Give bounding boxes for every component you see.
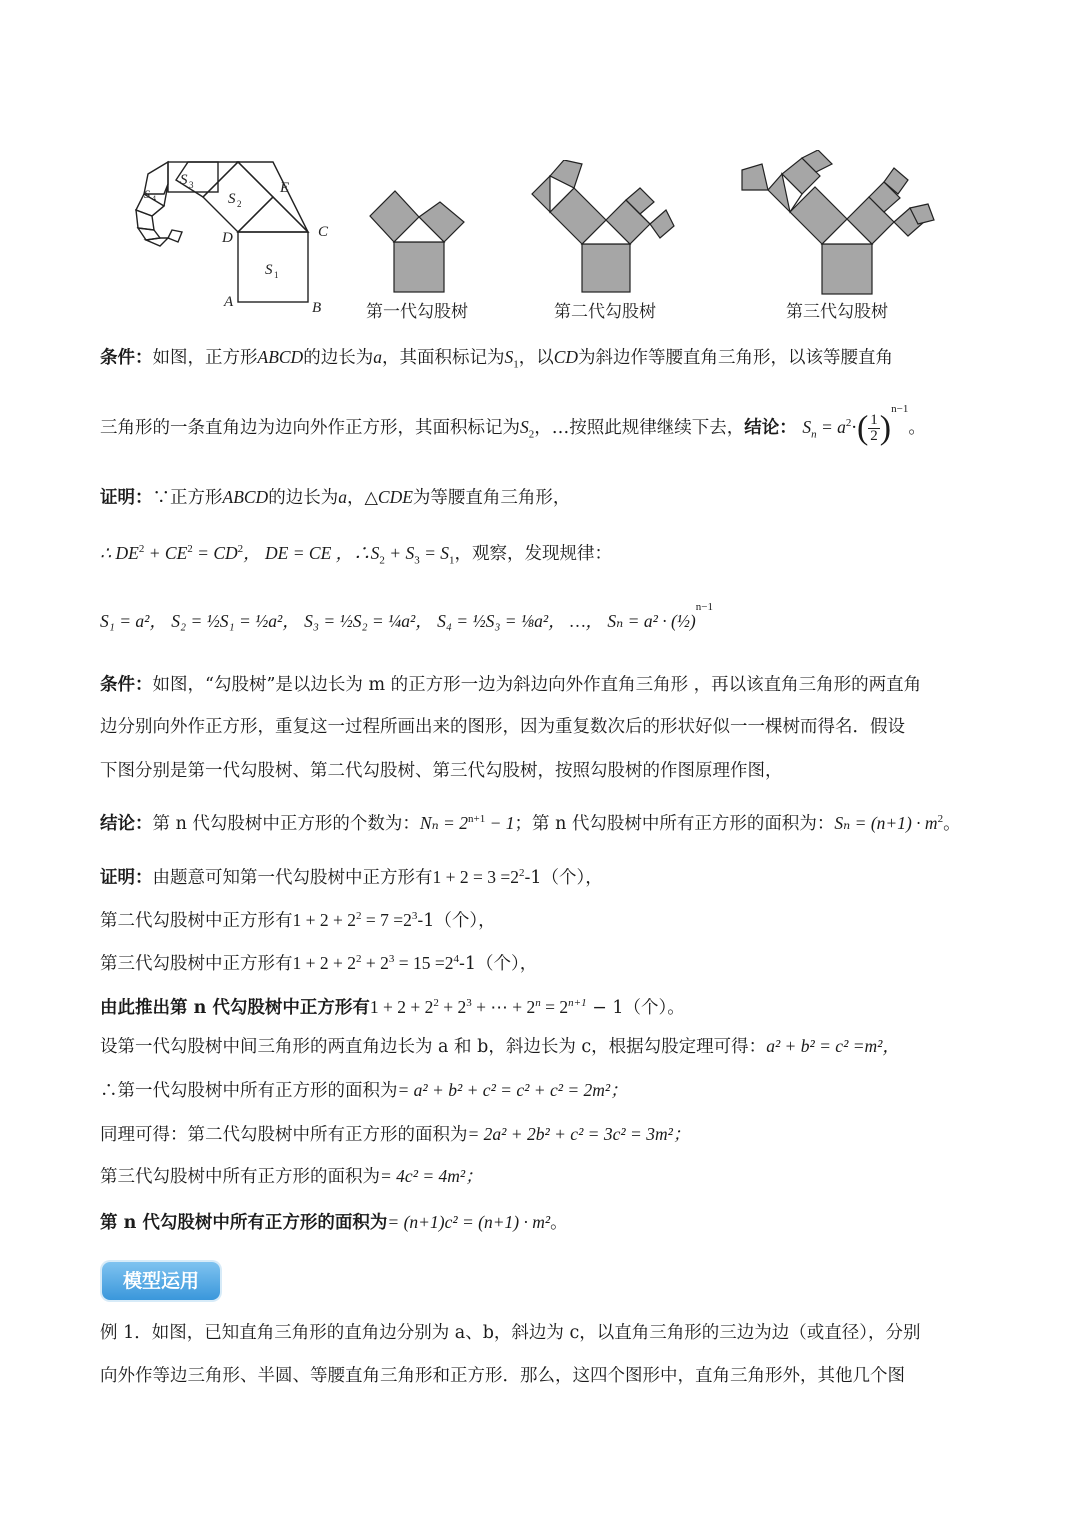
- text: 的边长为: [303, 348, 374, 368]
- math: Nₙ = 2: [419, 812, 468, 833]
- math: ∴ DE: [100, 542, 139, 563]
- text: ，: [346, 488, 365, 508]
- math: = 15 =2: [394, 952, 454, 973]
- sup: 2: [138, 543, 145, 555]
- math-s2: S: [520, 416, 529, 437]
- p2-conclusion: [100, 806, 990, 837]
- math: ， DE = CE ，∴: [243, 542, 371, 563]
- text: -1（个），: [524, 867, 603, 888]
- proof2-line3: [100, 946, 990, 977]
- text: 如图，正方形: [152, 348, 258, 368]
- math: − 1: [485, 812, 515, 833]
- text: ∵正方形: [152, 488, 223, 508]
- sub: 1: [513, 358, 519, 371]
- sup: 2: [356, 910, 362, 922]
- caption-gen2: 第二代勾股树: [554, 302, 656, 322]
- text: 第 n 代勾股树中正方形的个数为：: [152, 813, 420, 834]
- formula-sn: [802, 403, 909, 447]
- sup: 4: [453, 953, 459, 965]
- sub: 1: [449, 554, 455, 567]
- text: 下图分别是第一代勾股树、第二代勾股树、第三代勾股树，按照勾股树的作图原理作图，: [100, 761, 783, 781]
- sup: n−1: [891, 403, 909, 415]
- text: 设第一代勾股树中间三角形的两直角边长为 a 和 b，斜边长为 c，根据勾股定理可得：: [100, 1037, 767, 1057]
- proof2-line9: [100, 1209, 990, 1236]
- example-line1: [100, 1320, 990, 1346]
- fraction: [868, 413, 880, 444]
- spiral-squares-figure: [128, 150, 348, 320]
- text: ，以: [518, 348, 554, 368]
- math: = 2: [540, 996, 569, 1017]
- text: 第三代勾股树中正方形有: [100, 953, 293, 974]
- sup: 2: [237, 543, 244, 555]
- proof1-line2: [100, 536, 990, 573]
- text: 的边长为: [268, 488, 339, 508]
- text: 第 n 代勾股树中所有正方形的面积为: [100, 1213, 388, 1233]
- sup: n+1: [568, 997, 587, 1009]
- math: + 2: [438, 996, 467, 1017]
- label-a: A: [224, 294, 234, 310]
- p1-line2: [100, 403, 990, 447]
- conclusion-label: 结论：: [100, 813, 153, 834]
- text: ；第 n 代勾股树中所有正方形的面积为：: [514, 813, 835, 834]
- text: 为等腰直角三角形，: [412, 488, 571, 508]
- label-b: B: [312, 300, 322, 316]
- example-line2: [100, 1363, 990, 1389]
- paren: ): [879, 409, 892, 447]
- sup: 3: [466, 997, 472, 1009]
- caption-gen1: 第一代勾股树: [366, 302, 468, 322]
- math-s1: S: [504, 347, 514, 367]
- label-s4: S: [144, 187, 150, 201]
- proof2-line4: [100, 990, 990, 1021]
- figure-row: [120, 150, 960, 330]
- math-cd: CD: [553, 347, 579, 367]
- math: + S: [384, 542, 415, 563]
- text: 。: [550, 1213, 568, 1233]
- pythagoras-tree-gen3: [738, 150, 938, 300]
- text: 由题意可知第一代勾股树中正方形有: [152, 867, 433, 888]
- math: = a² + b² + c² = c² + c² = 2m²；: [397, 1080, 628, 1100]
- label-s3-sub: 3: [189, 180, 194, 190]
- sup: 2: [518, 867, 525, 879]
- math: = S: [419, 542, 450, 563]
- label-s4-sub: 4: [152, 194, 156, 203]
- text: ，其面积标记为: [381, 348, 505, 368]
- condition-label: 条件：: [100, 675, 153, 695]
- math: = 7 =2: [361, 909, 412, 930]
- proof2-line1: [100, 860, 990, 891]
- math: △CDE: [364, 487, 413, 507]
- sup: 2: [433, 997, 439, 1009]
- sup: 2: [356, 953, 362, 965]
- proof1-line3: [100, 601, 990, 635]
- text: -1（个），: [417, 910, 496, 931]
- math: ABCD: [222, 487, 269, 507]
- proof2-line5: [100, 1033, 990, 1060]
- math-a: a: [373, 347, 382, 367]
- text: ，…按照此规律继续下去，: [534, 417, 745, 438]
- label-s2: S: [228, 191, 236, 207]
- label-s3: S: [180, 172, 188, 188]
- text: − 1（个）。: [586, 997, 685, 1018]
- model-application-badge: 模型运用: [102, 1262, 220, 1300]
- math: a: [338, 487, 347, 507]
- math: + ⋯ + 2: [471, 996, 536, 1017]
- num: 1: [870, 411, 878, 428]
- math: = 4c² = 4m²；: [380, 1166, 483, 1186]
- label-s1-sub: 1: [274, 270, 279, 280]
- sup: 2: [187, 543, 193, 555]
- math: S: [370, 542, 380, 563]
- math: 1 + 2 + 2: [292, 952, 356, 973]
- caption-gen3: 第三代勾股树: [786, 302, 888, 322]
- conclusion-label: 结论：: [744, 417, 797, 438]
- proof2-line6: [100, 1077, 990, 1104]
- sup: n+1: [467, 813, 486, 825]
- text: 如图，“勾股树”是以边长为 m 的正方形一边为斜边向外作直角三角形 ，再以该直角三角形的两直角: [152, 675, 922, 695]
- text: 例 1．如图，已知直角三角形的直角边分别为 a、b，斜边为 c，以直角三角形的三边为边（或直径），分别: [100, 1323, 921, 1343]
- sup: n: [535, 997, 541, 1009]
- math: Sₙ = (n+1) · m: [834, 812, 938, 833]
- text: 同理可得：第二代勾股树中所有正方形的面积为: [100, 1125, 468, 1145]
- label-c: C: [318, 224, 329, 240]
- p1-line1: [100, 344, 990, 378]
- proof2-line8: [100, 1163, 990, 1190]
- proof2-line7: [100, 1121, 990, 1148]
- text: ，观察，发现规律：: [454, 543, 613, 564]
- math: + CE: [144, 542, 188, 563]
- text: 第三代勾股树中所有正方形的面积为: [100, 1167, 380, 1187]
- sequence-formula: S₁ = a²， S₂ = ½S₁ = ½a²， S₃ = ½S₂ = ¼a²， S₄ = ½S₃ = ⅛a²， …， Sₙ = a² · (½): [100, 610, 696, 631]
- text: 为斜边作等腰直角三角形，以该等腰直角: [578, 348, 894, 368]
- text: 边分别向外作正方形，重复这一过程所画出来的图形，因为重复数次后的形状好似一一棵树而得名．假设: [100, 717, 905, 737]
- text: 向外作等边三角形、半圆、等腰直角三角形和正方形．那么，这四个图形中，直角三角形外，其他几个图: [100, 1366, 905, 1386]
- math: a² + b² = c² =m²，: [766, 1036, 900, 1056]
- proof-label: 证明：: [100, 488, 153, 508]
- text: -1（个），: [459, 953, 538, 974]
- p2-line1: [100, 672, 990, 698]
- sub: n: [811, 428, 817, 441]
- proof1-line1: [100, 484, 990, 511]
- sup: 3: [388, 953, 395, 965]
- sub: 3: [414, 554, 420, 567]
- label-s2-sub: 2: [237, 199, 242, 209]
- text: ∴第一代勾股树中所有正方形的面积为: [100, 1081, 398, 1101]
- den: 2: [870, 427, 878, 444]
- condition-label: 条件：: [100, 348, 153, 368]
- p2-line3: [100, 758, 990, 784]
- math: 1 + 2 = 3 =2: [432, 866, 519, 887]
- math: 1 + 2 + 2: [292, 909, 356, 930]
- pythagoras-tree-gen2: [528, 160, 678, 310]
- text: 第二代勾股树中正方形有: [100, 910, 293, 931]
- label-e: E: [280, 180, 290, 196]
- sub: 2: [379, 554, 385, 567]
- math: S: [802, 416, 812, 437]
- text: 由此推出第 n 代勾股树中正方形有: [100, 997, 370, 1018]
- sub: 2: [528, 428, 535, 441]
- math: + 2: [361, 952, 389, 973]
- proof-label: 证明：: [100, 867, 153, 888]
- sup: 2: [845, 417, 852, 429]
- paren: (: [856, 409, 869, 447]
- text: 。: [943, 813, 961, 834]
- math: ·: [851, 417, 857, 438]
- sup: n−1: [695, 601, 713, 613]
- text: 。: [908, 417, 926, 438]
- math: = CD: [192, 542, 238, 563]
- math: = 2a² + 2b² + c² = 3c² = 3m²；: [467, 1124, 691, 1144]
- p2-line2: [100, 714, 990, 740]
- label-s1: S: [265, 262, 273, 278]
- label-d: D: [222, 230, 233, 246]
- sup: 2: [937, 813, 944, 825]
- text: 三角形的一条直角边为边向外作正方形，其面积标记为: [100, 417, 520, 438]
- math: 1 + 2 + 2: [369, 996, 434, 1017]
- sup: 3: [411, 910, 418, 922]
- math: = a: [816, 416, 846, 437]
- math-abcd: ABCD: [257, 347, 304, 367]
- proof2-line2: [100, 903, 990, 934]
- math: = (n+1)c² = (n+1) · m²: [387, 1212, 551, 1232]
